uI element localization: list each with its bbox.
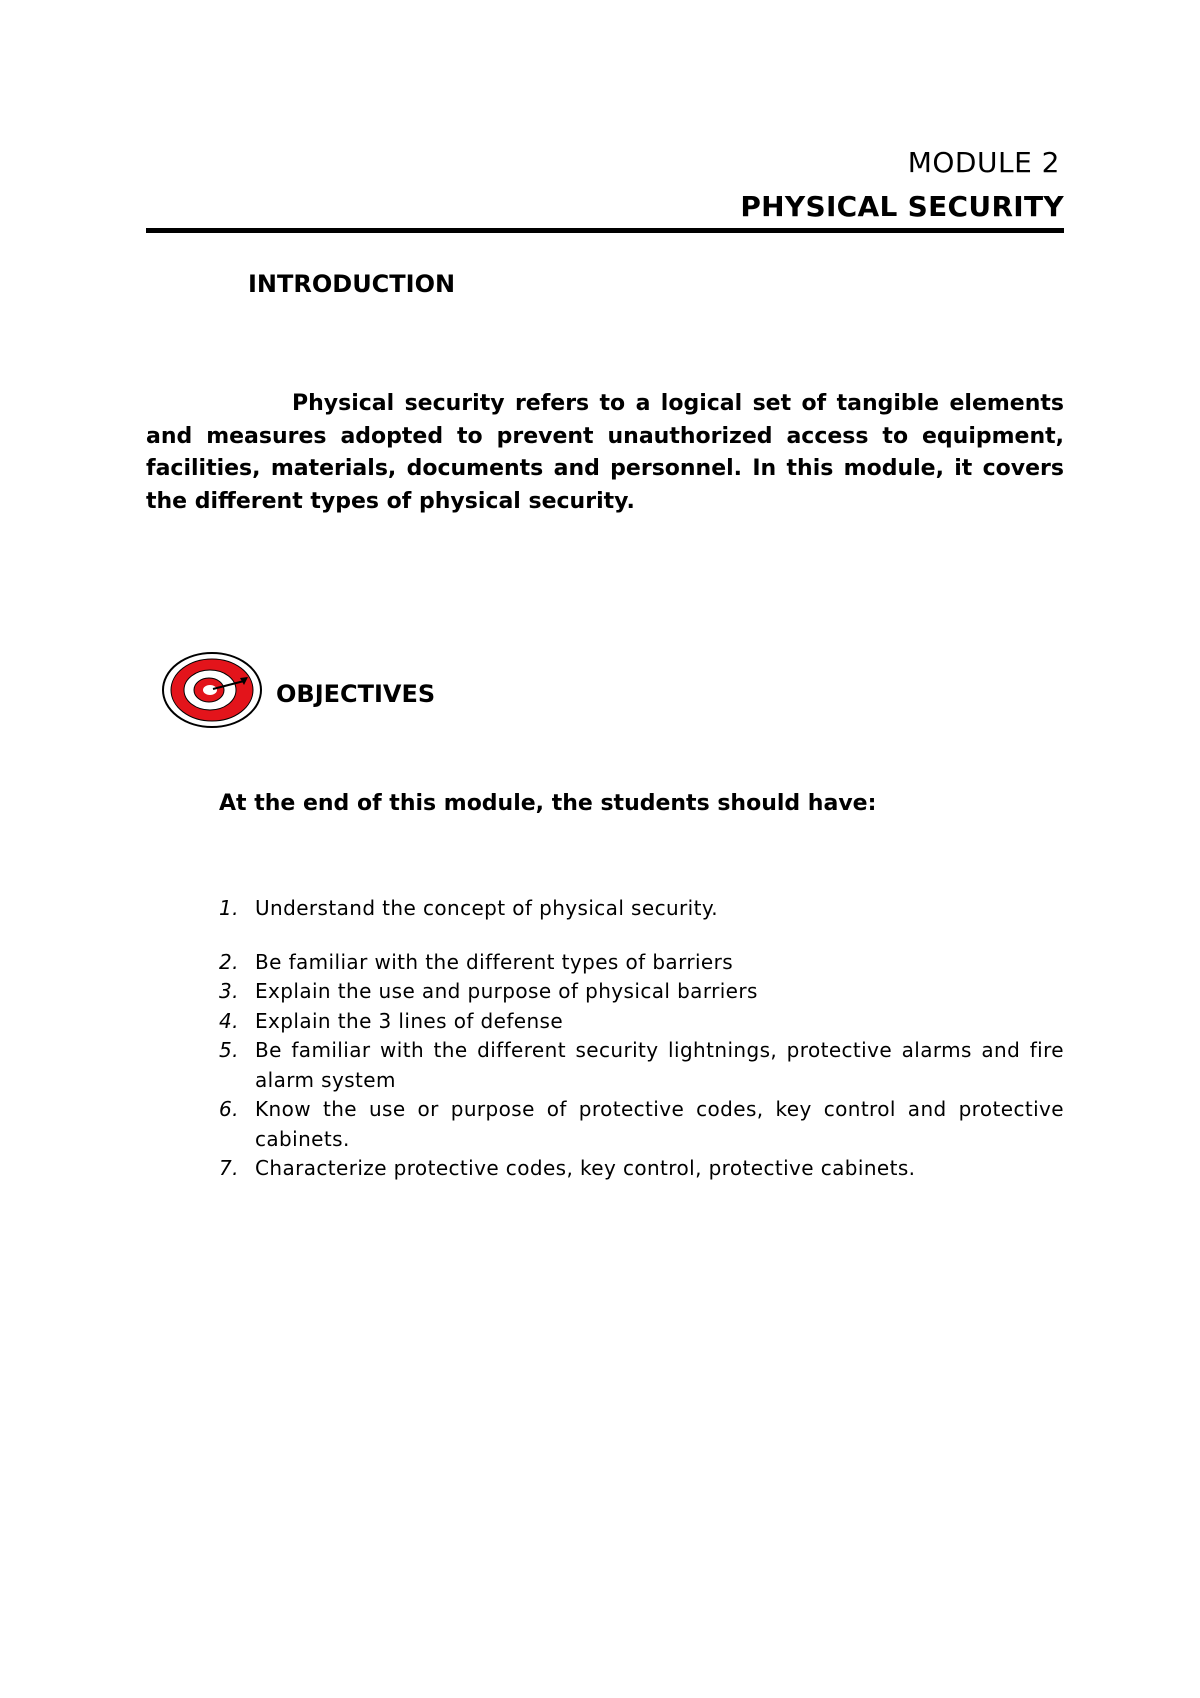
introduction-paragraph: Physical security refers to a logical set of tangible elements and measures adopted to prevent unauthorized access to equipment, facilities, materials, documents and personnel. In this module, it covers the different types of physical security. bbox=[146, 391, 1064, 514]
list-item bbox=[219, 1036, 1064, 1095]
objectives-heading: OBJECTIVES bbox=[276, 680, 436, 708]
list-item-text: Be familiar with the different types of barriers bbox=[255, 949, 734, 974]
objectives-lead: At the end of this module, the students should have: bbox=[219, 791, 877, 816]
list-item-text: Be familiar with the different security lightnings, protective alarms and fire alarm system bbox=[255, 1038, 1064, 1092]
list-item-text: Understand the concept of physical security. bbox=[255, 896, 719, 920]
title-divider bbox=[146, 228, 1064, 233]
list-item-number: 2. bbox=[219, 949, 239, 974]
module-title: PHYSICAL SECURITY bbox=[740, 190, 1064, 223]
list-item-text: Explain the use and purpose of physical barriers bbox=[255, 979, 758, 1003]
introduction-heading: INTRODUCTION bbox=[248, 270, 456, 298]
list-item-text: Characterize protective codes, key control, protective cabinets. bbox=[255, 1156, 916, 1180]
module-number: MODULE 2 bbox=[907, 146, 1060, 179]
target-icon bbox=[160, 650, 264, 730]
list-item-number: 3. bbox=[219, 979, 239, 1003]
list-item-text: Explain the 3 lines of defense bbox=[255, 1008, 564, 1033]
list-item bbox=[219, 1154, 1064, 1184]
list-item-number: 1. bbox=[219, 896, 239, 920]
list-item-text: Know the use or purpose of protective codes, key control and protective cabinets. bbox=[255, 1097, 1064, 1151]
list-item bbox=[219, 977, 1064, 1007]
list-item bbox=[219, 948, 1064, 978]
list-item-number: 4. bbox=[219, 1008, 239, 1033]
list-item-number: 7. bbox=[219, 1156, 239, 1180]
objectives-list bbox=[219, 894, 1064, 1184]
list-item bbox=[219, 1007, 1064, 1037]
list-item bbox=[219, 894, 1064, 924]
list-item bbox=[219, 1095, 1064, 1154]
list-item-number: 6. bbox=[219, 1097, 239, 1121]
list-item-number: 5. bbox=[219, 1038, 239, 1062]
